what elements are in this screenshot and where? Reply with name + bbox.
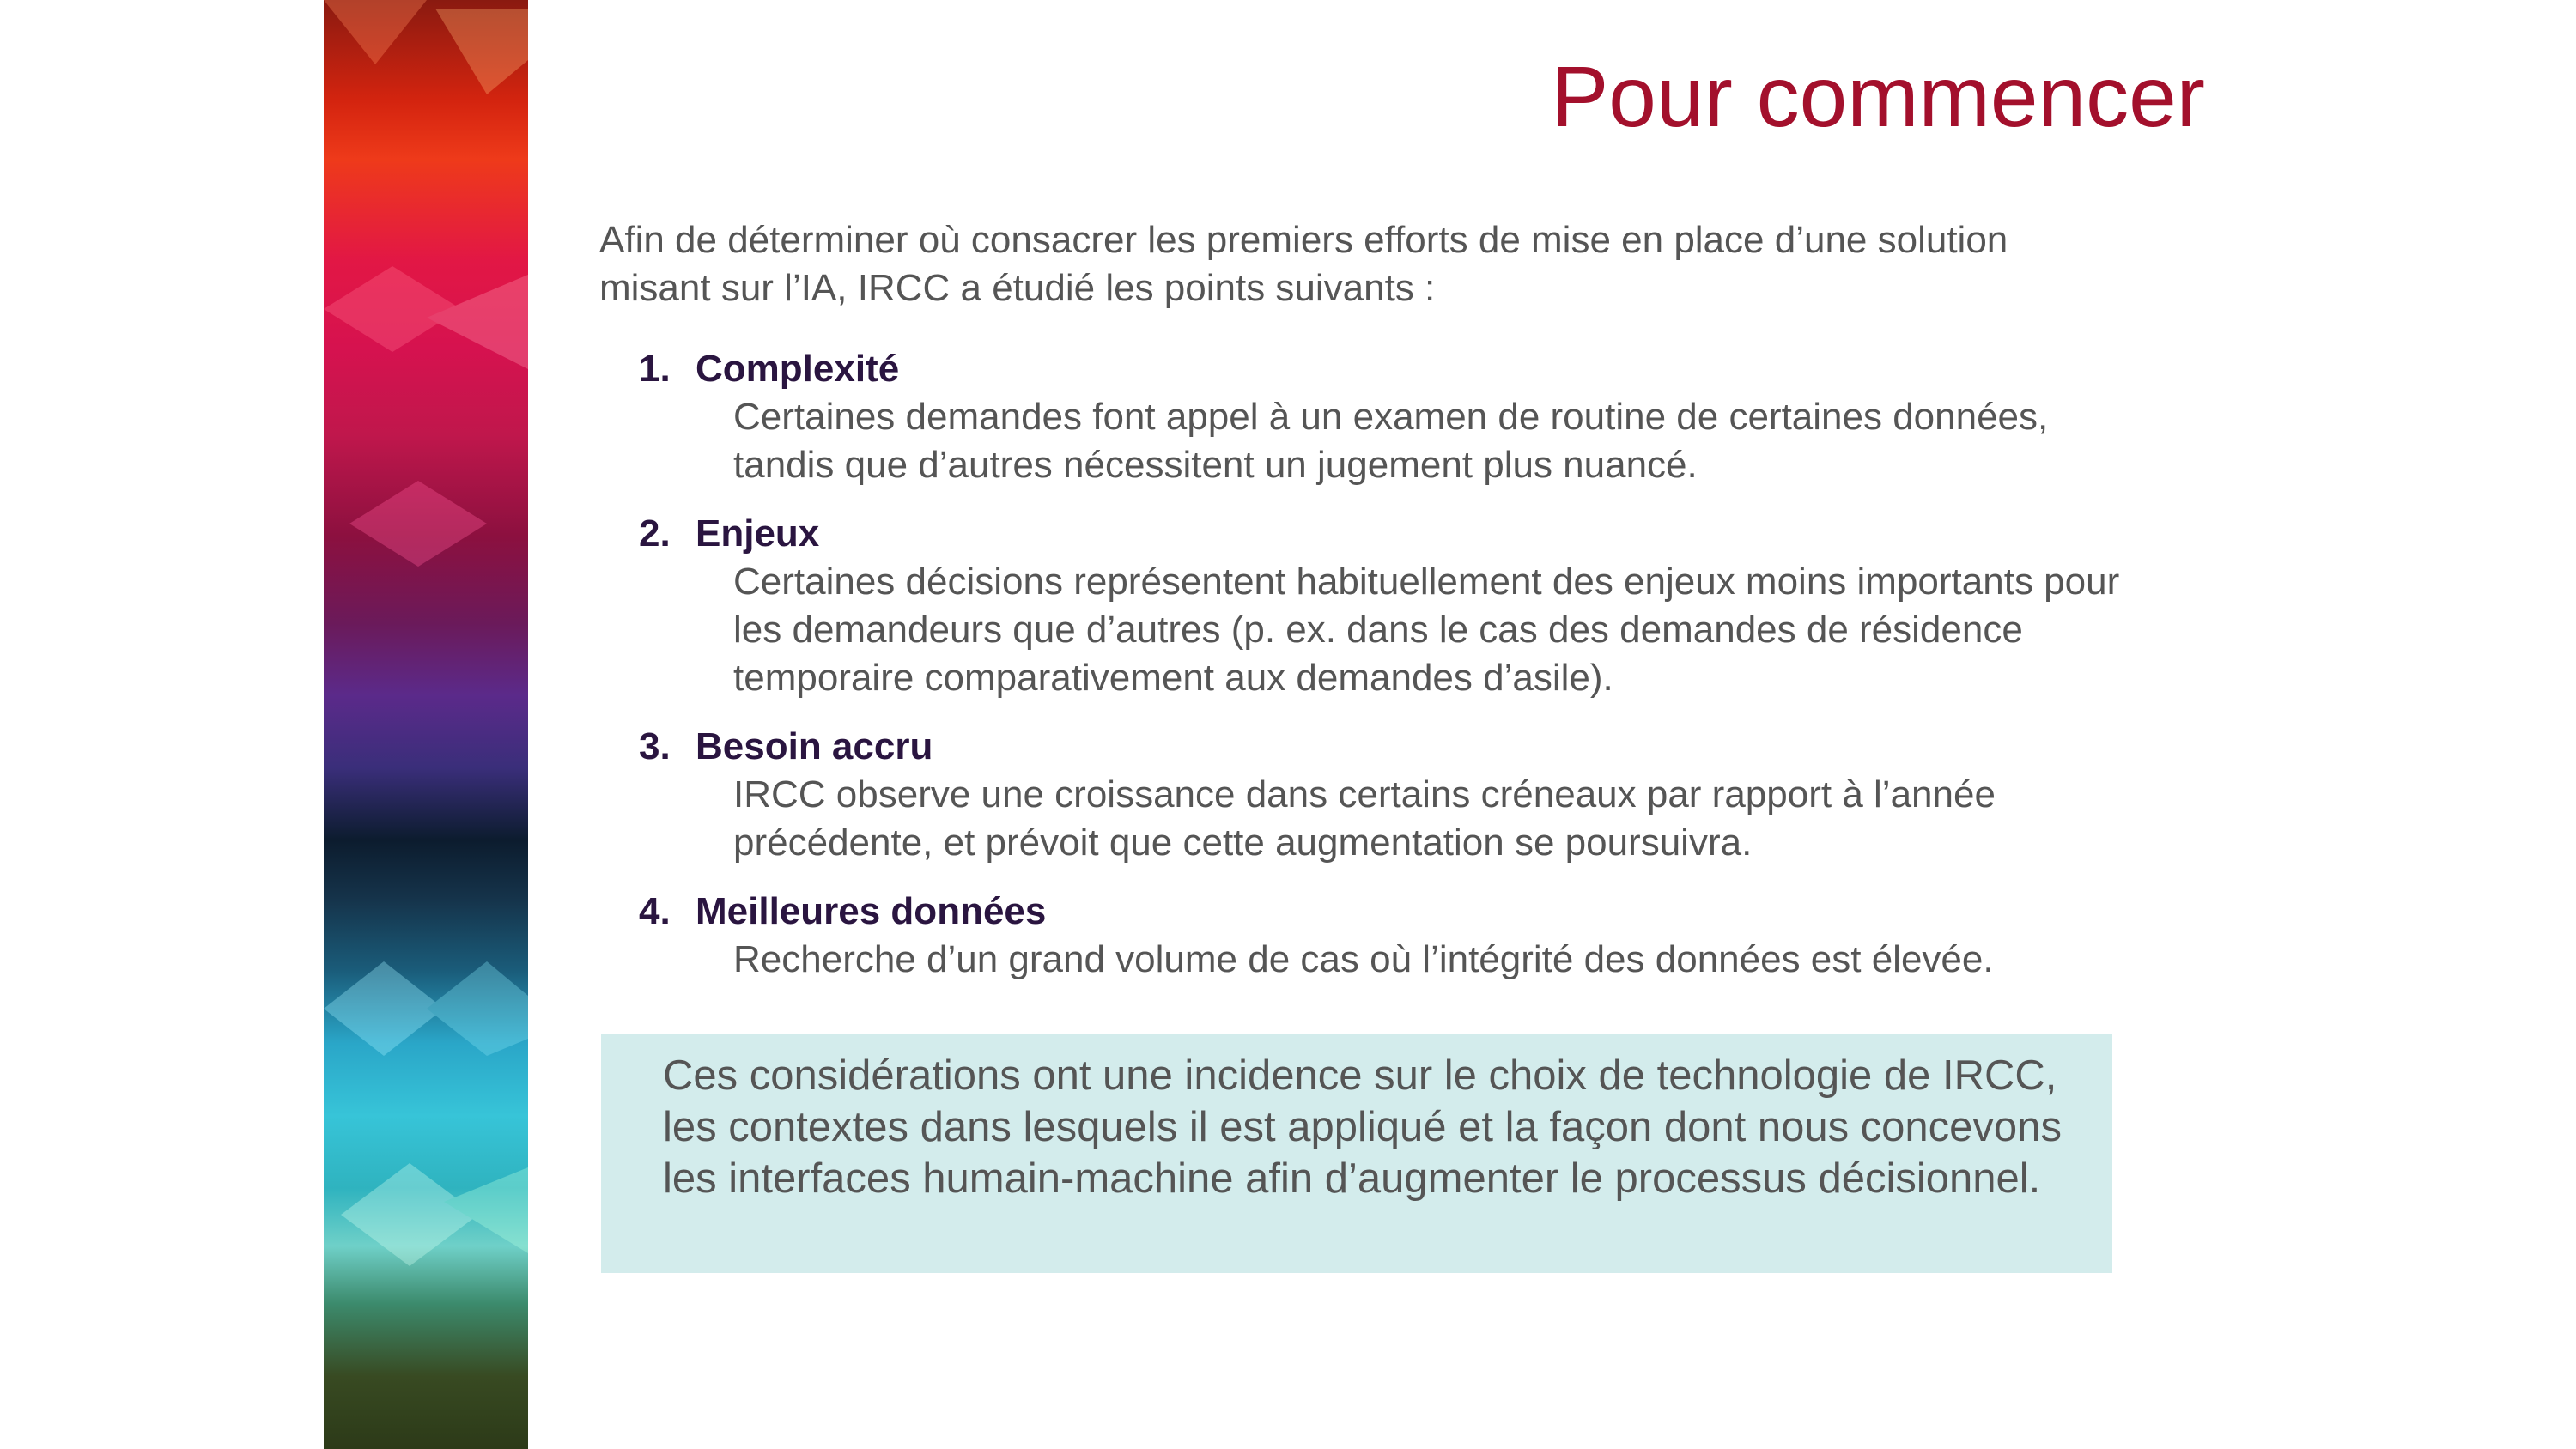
item-title: Complexité [696, 348, 900, 390]
item-title: Besoin accru [696, 725, 933, 767]
diamond-pattern-icon [324, 258, 528, 386]
list-item [599, 888, 2128, 984]
item-title: Enjeux [696, 512, 820, 555]
item-heading [599, 345, 2128, 393]
item-description: Recherche d’un grand volume de cas où l’intégrité des données est élevée. [733, 938, 1994, 980]
content-area [599, 216, 2128, 1004]
item-heading [599, 723, 2128, 771]
item-heading [599, 510, 2128, 558]
item-description: IRCC observe une croissance dans certains créneaux par rapport à l’année précédente, et prévoit que cette augmentation se poursuivra. [733, 773, 1996, 864]
decorative-gradient-band [324, 0, 528, 1449]
item-number: 4. [639, 890, 671, 932]
callout-box [601, 1034, 2112, 1273]
intro-paragraph: Afin de déterminer où consacrer les premiers efforts de mise en place d’une solution misant sur l’IA, IRCC a étudié les points suivants : [599, 219, 2008, 309]
item-description: Certaines demandes font appel à un examen de routine de certaines données, tandis que d’autres nécessitent un jugement plus nuancé. [733, 396, 2049, 486]
item-description: Certaines décisions représentent habituellement des enjeux moins importants pour les demandeurs que d’autres (p. ex. dans le cas des demandes de résidence temporaire comparativement aux demandes d’asile). [733, 561, 2120, 699]
diamond-pattern-icon [324, 1150, 528, 1279]
considerations-list [599, 345, 2128, 984]
list-item [599, 345, 2128, 489]
diamond-pattern-icon [324, 464, 528, 592]
list-item [599, 510, 2128, 702]
callout-text: Ces considérations ont une incidence sur le choix de technologie de IRCC, les contextes dans lesquels il est appliqué et la façon dont nous concevons les interfaces humain-machine afin d’augmenter le processus décisionnel. [663, 1052, 2062, 1202]
item-number: 1. [639, 348, 671, 390]
item-number: 2. [639, 512, 671, 555]
item-number: 3. [639, 725, 671, 767]
list-item [599, 723, 2128, 867]
diamond-pattern-icon [324, 0, 528, 129]
diamond-pattern-icon [324, 944, 528, 1073]
page-title: Pour commencer [1551, 49, 2205, 145]
item-heading [599, 888, 2128, 936]
item-title: Meilleures données [696, 890, 1047, 932]
